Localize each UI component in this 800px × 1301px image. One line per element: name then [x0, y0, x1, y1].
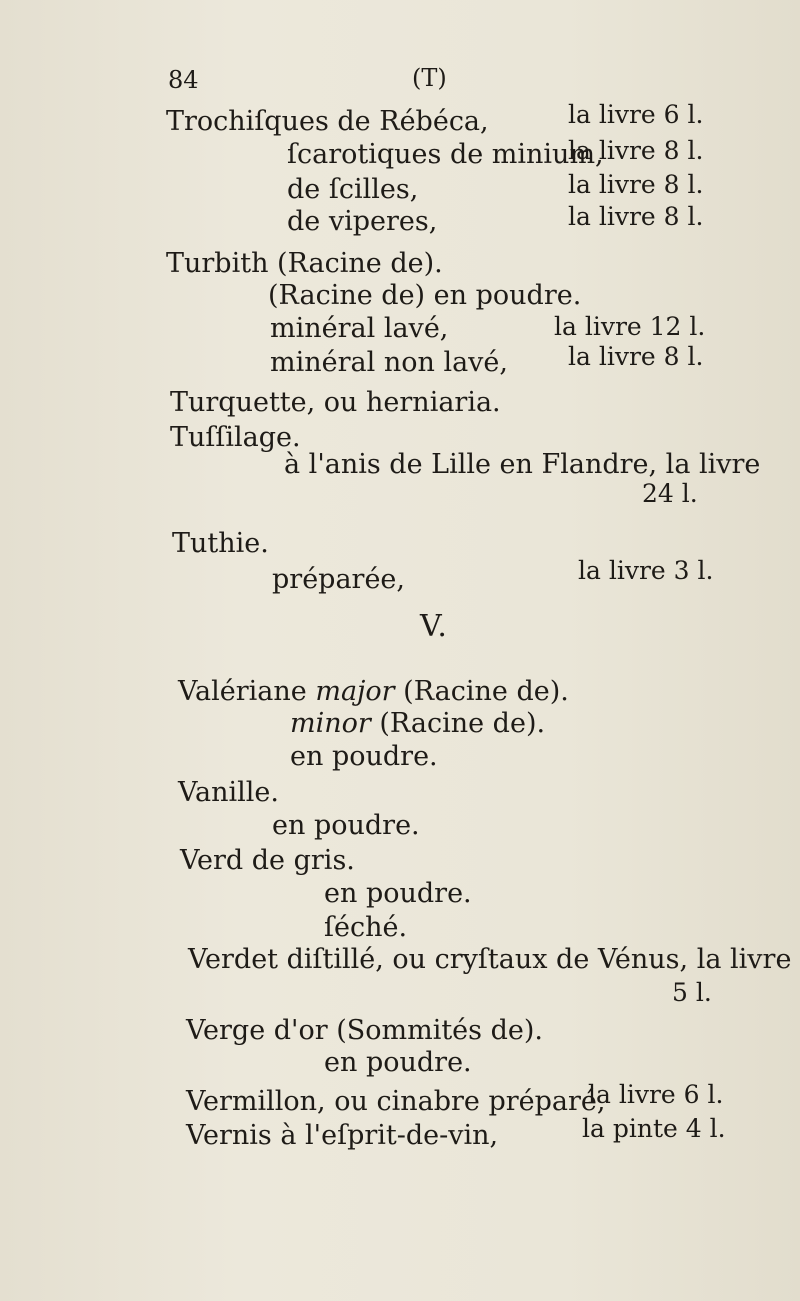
entry-text: en poudre.: [324, 1047, 472, 1078]
entry-price: la livre 6 l.: [568, 100, 704, 129]
page-number: 84: [168, 66, 199, 94]
entry-price: la pinte 4 l.: [582, 1114, 726, 1143]
entry-text: en poudre.: [290, 741, 438, 772]
section-heading-v: V.: [420, 609, 448, 644]
entry-text: ſéché.: [324, 912, 408, 943]
entry-text: Verge d'or (Sommités de).: [186, 1015, 543, 1046]
entry-text: à l'anis de Lille en Flandre, la livre: [284, 449, 761, 480]
entry-price: la livre 8 l.: [568, 170, 704, 199]
entry-text: Tuthie.: [172, 528, 269, 559]
entry-text: Verd de gris.: [180, 845, 355, 876]
entry-price: 5 l.: [672, 978, 712, 1007]
entry-text: Valériane major (Racine de).: [178, 676, 569, 707]
entry-price: la livre 8 l.: [568, 136, 704, 165]
entry-price: la livre 8 l.: [568, 342, 704, 371]
entry-text: minor (Racine de).: [290, 708, 546, 739]
entry-text: de viperes,: [287, 206, 438, 237]
entry-text: (Racine de) en poudre.: [268, 280, 582, 311]
entry-price: la livre 8 l.: [568, 202, 704, 231]
entry-text: préparée,: [272, 564, 405, 595]
entry-text: Vermillon, ou cinabre préparé,: [186, 1086, 606, 1117]
entry-text: de ſcilles,: [287, 174, 419, 205]
entry-text: Trochiſques de Rébéca,: [166, 106, 489, 137]
entry-text: Verdet diſtillé, ou cryſtaux de Vénus, la livre: [188, 944, 792, 975]
entry-text: Tuſſilage.: [170, 422, 301, 453]
entry-text: en poudre.: [324, 878, 472, 909]
entry-price: 24 l.: [642, 479, 698, 508]
entry-text: Turbith (Racine de).: [166, 248, 443, 279]
entry-text: ſcarotiques de minium,: [287, 139, 604, 170]
entry-text: Turquette, ou herniaria.: [170, 387, 501, 418]
entry-text: Vanille.: [178, 777, 279, 808]
entry-price: la livre 6 l.: [588, 1080, 724, 1109]
entry-text: minéral lavé,: [270, 313, 449, 344]
entry-price: la livre 12 l.: [554, 312, 706, 341]
entry-text: minéral non lavé,: [270, 347, 508, 378]
entry-text: Vernis à l'eſprit-de-vin,: [186, 1120, 499, 1151]
entry-text: en poudre.: [272, 810, 420, 841]
entry-price: la livre 3 l.: [578, 556, 714, 585]
signature-mark: (T): [412, 64, 447, 92]
